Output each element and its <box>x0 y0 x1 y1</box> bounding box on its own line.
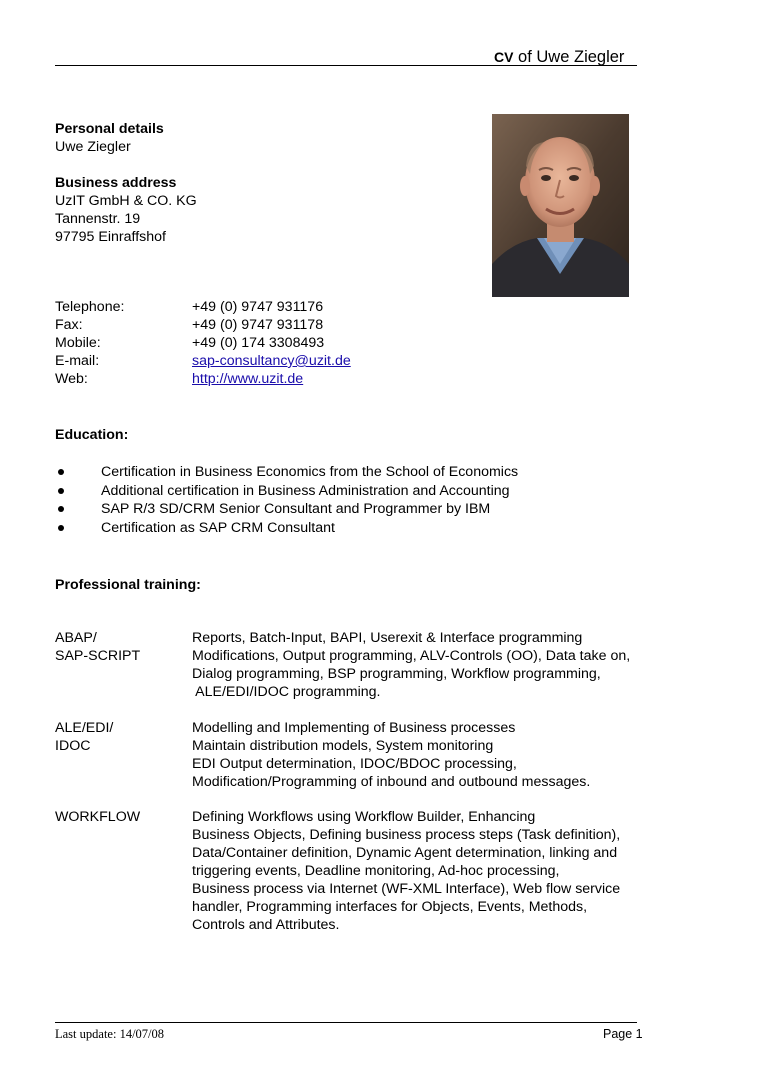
business-line: Tannenstr. 19 <box>55 211 141 227</box>
business-heading: Business address <box>55 175 177 191</box>
section-line: ALE/EDI/IDOC programming. <box>192 684 381 700</box>
bullet-icon <box>58 488 64 494</box>
bullet-icon <box>58 506 64 512</box>
education-item <box>55 519 695 538</box>
footer-rule <box>55 1022 637 1023</box>
section-line: Controls and Attributes. <box>192 917 340 933</box>
education-text: Additional certification in Business Administration and Accounting <box>101 483 510 499</box>
personal-name: Uwe Ziegler <box>55 139 131 155</box>
fax-value: +49 (0) 9747 931178 <box>192 317 324 333</box>
section-line: Reports, Batch-Input, BAPI, Userexit & Interface programming <box>192 630 583 646</box>
page-title <box>494 48 624 66</box>
last-update: Last update: 14/07/08 <box>55 1027 165 1041</box>
education-item <box>55 463 695 482</box>
education-text: SAP R/3 SD/CRM Senior Consultant and Programmer by IBM <box>101 501 491 517</box>
education-item <box>55 482 695 501</box>
section-label: ALE/EDI/ IDOC <box>55 720 114 754</box>
telephone-value: +49 (0) 9747 931176 <box>192 299 324 315</box>
cv-title: of Uwe Ziegler <box>518 48 625 66</box>
cv-label: CV <box>494 49 514 65</box>
contact-label: Mobile: <box>55 335 101 351</box>
email-link[interactable]: sap-consultancy@uzit.de <box>192 353 351 369</box>
contact-row-email <box>55 352 695 370</box>
section-label: ABAP/ SAP-SCRIPT <box>55 630 141 664</box>
section-line: Maintain distribution models, System monitoring <box>192 738 494 754</box>
bullet-icon <box>58 469 64 475</box>
training-heading: Professional training: <box>55 577 201 593</box>
portrait-photo <box>492 114 629 297</box>
section-line: triggering events, Deadline monitoring, Ad-hoc processing, <box>192 863 560 879</box>
section-line: Modification/Programming of inbound and outbound messages. <box>192 774 591 790</box>
section-line: EDI Output determination, IDOC/BDOC processing, <box>192 756 517 772</box>
section-line: handler, Programming interfaces for Objects, Events, Methods, <box>192 899 588 915</box>
business-line: 97795 Einraffshof <box>55 229 166 245</box>
web-link[interactable]: http://www.uzit.de <box>192 371 304 387</box>
education-text: Certification as SAP CRM Consultant <box>101 520 335 536</box>
education-text: Certification in Business Economics from the School of Economics <box>101 464 519 480</box>
contact-label: Fax: <box>55 317 83 333</box>
section-line: Data/Container definition, Dynamic Agent determination, linking and <box>192 845 618 861</box>
section-line: Modelling and Implementing of Business processes <box>192 720 516 736</box>
bullet-icon <box>58 525 64 531</box>
page-number: Page 1 <box>603 1027 643 1041</box>
section-line: Defining Workflows using Workflow Builder, Enhancing <box>192 809 536 825</box>
education-heading: Education: <box>55 427 129 443</box>
contact-row-fax <box>55 316 695 334</box>
section-line: Modifications, Output programming, ALV-Controls (OO), Data take on, <box>192 648 631 664</box>
contact-label: E-mail: <box>55 353 100 369</box>
mobile-value: +49 (0) 174 3308493 <box>192 335 325 351</box>
contact-label: Web: <box>55 371 88 387</box>
section-label: WORKFLOW <box>55 809 141 825</box>
contact-row-mobile <box>55 334 695 352</box>
section-line: Business Objects, Defining business process steps (Task definition), <box>192 827 621 843</box>
section-line: Dialog programming, BSP programming, Workflow programming, <box>192 666 601 682</box>
education-item <box>55 500 695 519</box>
business-line: UzIT GmbH & CO. KG <box>55 193 197 209</box>
personal-heading: Personal details <box>55 121 164 137</box>
contact-row-web <box>55 370 695 388</box>
section-line: Business process via Internet (WF-XML Interface), Web flow service <box>192 881 621 897</box>
contact-row-telephone <box>55 298 695 316</box>
contact-label: Telephone: <box>55 299 125 315</box>
